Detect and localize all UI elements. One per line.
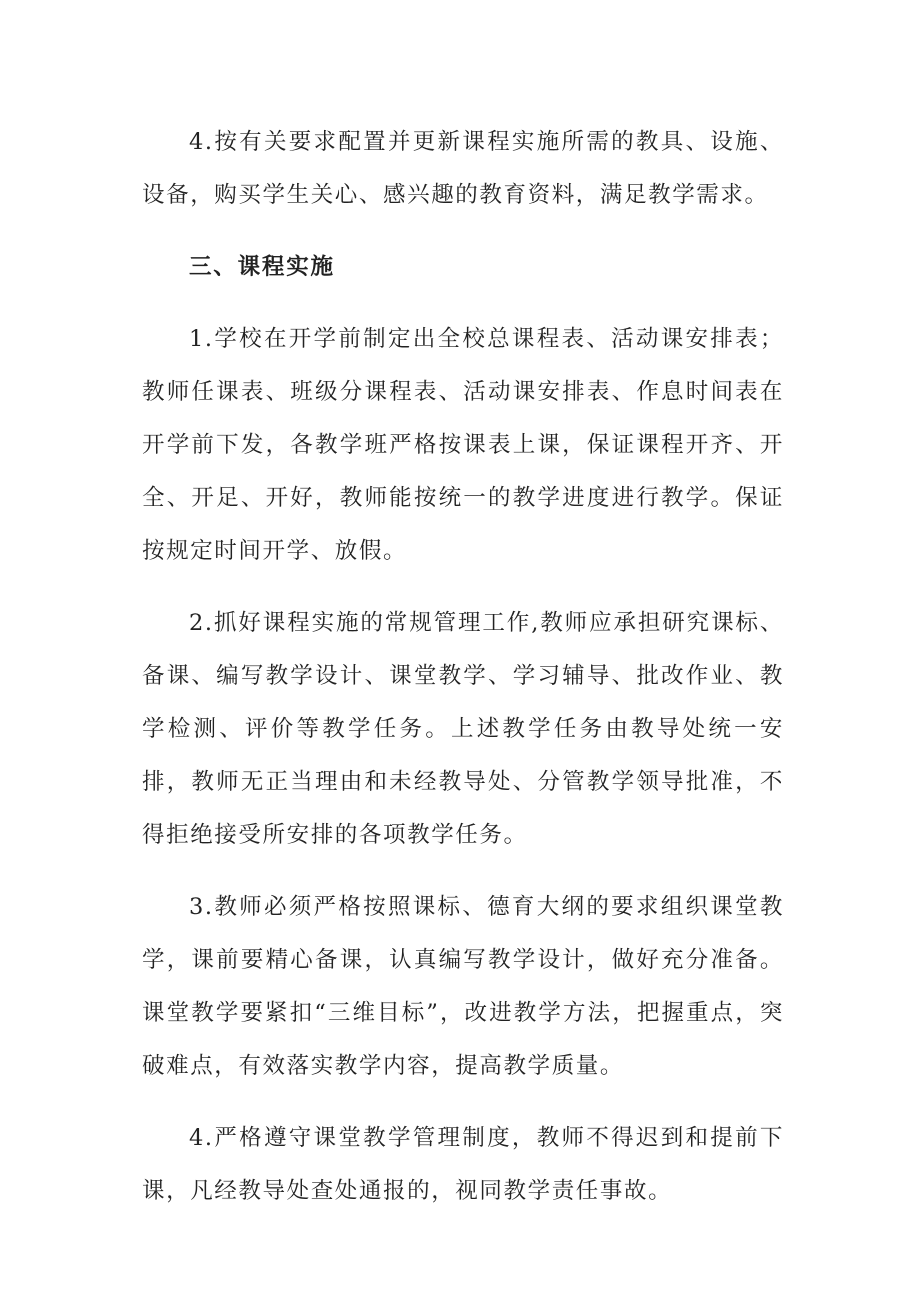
section-heading-course-implementation: 三、课程实施 [189,254,335,280]
paragraph-routine-management: 2.抓好课程实施的常规管理工作,教师应承担研究课标、备课、编写教学设计、课堂教学、学习辅导、批改作业、教学检测、评价等教学任务。上述教学任务由教导处统一安排，教师无正当理由和未经教导处、分管教学领导批准，不得拒绝接受所安排的各项教学任务。 [142,610,784,848]
paragraph-classroom-discipline: 4.严格遵守课堂教学管理制度，教师不得迟到和提前下课，凡经教导处查处通报的，视同教学责任事故。 [142,1125,784,1204]
document-body [142,116,784,1218]
paragraph-equipment-requirements: 4.按有关要求配置并更新课程实施所需的教具、设施、设备，购买学生关心、感兴趣的教育资料，满足教学需求。 [142,129,784,208]
paragraph-schedule-preparation: 1.学校在开学前制定出全校总课程表、活动课安排表；教师任课表、班级分课程表、活动课安排表、作息时间表在开学前下发，各教学班严格按课表上课，保证课程开齐、开全、开足、开好，教师能按统一的教学进度进行教学。保证按规定时间开学、放假。 [142,326,784,564]
paragraph-classroom-teaching: 3.教师必须严格按照课标、德育大纲的要求组织课堂教学，课前要精心备课，认真编写教学设计，做好充分准备。课堂教学要紧扣“三维目标”，改进教学方法，把握重点，突破难点，有效落实教学内容，提高教学质量。 [142,894,784,1079]
